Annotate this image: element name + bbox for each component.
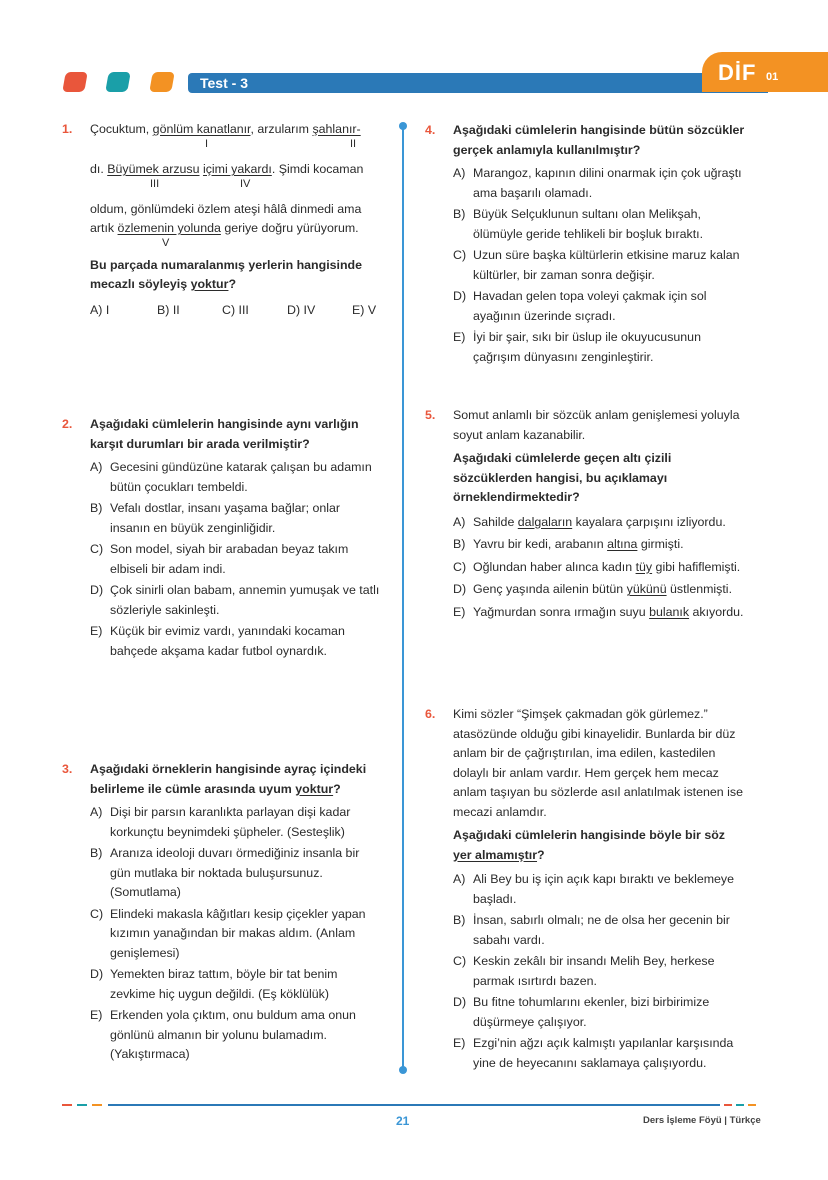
option-c[interactable]: C) Elindeki makasla kâğıtları kesip çiçekler yapan kızımın yanağından bir makas aldım. (Anlam genişlemesi): [90, 906, 366, 960]
q1-mark-2: II: [350, 138, 357, 150]
option-a[interactable]: A) Dişi bir parsın karanlıkta parlayan dişi kadar korkunçtu beynimdeki şüpheler. (Sesteşlik): [90, 805, 351, 839]
option-b[interactable]: B) Vefalı dostlar, insanı yaşama bağlar; onlar insanın en büyük zenginliğidir.: [90, 501, 341, 535]
option-d[interactable]: D) Yemekten biraz tattım, böyle bir tat benim zevkime hiç uygun değildi. (Eş köklülük): [90, 967, 338, 1001]
option-c[interactable]: C) III: [222, 303, 249, 317]
q1-line-1: Çocuktum, gönlüm kanatlanır, arzularım şahlanır-: [90, 122, 361, 136]
divider-bottom-dot: [399, 1066, 407, 1074]
q1-mark-4: IV: [240, 178, 251, 190]
q1-part-3: Büyümek arzusu: [107, 162, 200, 176]
option-a[interactable]: A) Sahilde dalgaların kayalara çarpışını izliyordu.: [453, 514, 726, 529]
q1-part-5: özlemenin yolunda: [117, 221, 221, 235]
footer-dash-orange-right: [748, 1104, 756, 1106]
teal-tab-marker: [105, 72, 131, 92]
option-e[interactable]: E) İyi bir şair, sıkı bir üslup ile okuyucusunun çağrışım dünyasını zenginleştirir.: [453, 330, 701, 364]
option-e[interactable]: E) Küçük bir evimiz vardı, yanındaki kocaman bahçede akşama kadar futbol oynardık.: [90, 624, 345, 658]
q1-part-1: gönlüm kanatlanır: [152, 122, 251, 136]
test-header-bar: [188, 73, 768, 93]
q1-mark-5: V: [162, 237, 170, 249]
q1-mark-1: I: [205, 138, 209, 150]
column-divider: [402, 126, 404, 1070]
q6-block: [453, 705, 747, 1073]
q1-line-4: artık özlemenin yolunda geriye doğru yürüyorum.: [90, 221, 359, 235]
footer-dash-teal: [77, 1104, 87, 1106]
question-number: 4.: [425, 123, 436, 137]
q1-line-3: oldum, gönlümdeki özlem ateşi hâlâ dinmedi ama: [90, 202, 362, 216]
page-number: 21: [396, 1114, 410, 1128]
q6-stem: Aşağıdaki cümlelerin hangisinde böyle bir söz yer almamıştır?: [453, 828, 725, 862]
brand-number: 01: [766, 71, 779, 83]
q1-part-4: içimi yakardı: [202, 162, 272, 176]
question-number: 2.: [62, 417, 73, 431]
footer-dash-red: [62, 1104, 72, 1106]
option-d[interactable]: D) Çok sinirli olan babam, annemin yumuşak ve tatlı sözleriyle sakinleşti.: [90, 583, 380, 617]
option-e[interactable]: E) V: [352, 303, 377, 317]
q2-stem: Aşağıdaki cümlelerin hangisinde aynı varlığın karşıt durumları bir arada verilmiştir?: [90, 417, 359, 451]
orange-tab-marker: [149, 72, 175, 92]
q5-stem: Aşağıdaki cümlelerde geçen altı çizili sözcüklerden hangisi, bu açıklamayı örneklendirmektedir?: [453, 451, 672, 504]
option-e[interactable]: E) Erkenden yola çıktım, onu buldum ama onun gönlünü almanın bir yolunu bulamadım. (Yakıştırmaca): [90, 1008, 356, 1061]
q1-stem-2: mecazlı söyleyiş yoktur?: [90, 277, 237, 291]
question-number: 5.: [425, 408, 436, 422]
question-number: 6.: [425, 707, 436, 721]
option-a[interactable]: A) I: [90, 303, 110, 317]
brand-logo: DİF: [718, 60, 757, 85]
q2-block: [90, 415, 382, 661]
footer-dash-teal-right: [736, 1104, 744, 1106]
q4-stem: Aşağıdaki cümlelerin hangisinde bütün sözcükler gerçek anlamıyla kullanılmıştır?: [453, 123, 745, 157]
q1-line-2: dı. Büyümek arzusu içimi yakardı. Şimdi kocaman: [90, 162, 364, 176]
q4-block: [453, 121, 747, 367]
footer-dash-red-right: [724, 1104, 732, 1106]
q6-intro: Kimi sözler “Şimşek çakmadan gök gürlemez.” atasözünde olduğu gibi kinayelidir. Bunlarda bir düz anlam bir de çağrıştırılan, ima edilen, kastedilen dolaylı bir anlam vardır. Hem gerçek hem mecaz anlam taşıyan bu sözlerde asıl anlatılmak istenen ise mecazi anlamdır.: [453, 707, 743, 819]
q5-block: [453, 406, 747, 622]
question-number: 3.: [62, 762, 73, 776]
option-c[interactable]: C) Son model, siyah bir arabadan beyaz takım elbiseli bir adam indi.: [90, 542, 349, 576]
option-c[interactable]: C) Oğlundan haber alınca kadın tüy gibi hafiflemişti.: [453, 559, 741, 574]
option-b[interactable]: B) Aranıza ideoloji duvarı örmediğiniz insanla bir gün mutlaka bir noktada buluşursunuz. (Somutlama): [90, 846, 360, 899]
red-tab-marker: [62, 72, 88, 92]
option-c[interactable]: C) Keskin zekâlı bir insandı Melih Bey, herkese parmak ısırtırdı bazen.: [453, 954, 715, 988]
footer-rule: [108, 1104, 720, 1106]
option-d[interactable]: D) Genç yaşında ailenin bütün yükünü üstlenmişti.: [453, 582, 733, 596]
q5-intro: Somut anlamlı bir sözcük anlam genişlemesi yoluyla soyut anlam kazanabilir.: [453, 408, 740, 442]
footer-dash-orange: [92, 1104, 102, 1106]
divider-top-dot: [399, 122, 407, 130]
option-b[interactable]: B) II: [157, 303, 180, 317]
option-d[interactable]: D) Bu fitne tohumlarını ekenler, bizi birbirimize düşürmeye çalışıyor.: [453, 995, 710, 1029]
test-title: Test - 3: [200, 75, 248, 91]
option-e[interactable]: E) Ezgi’nin ağzı açık kalmıştı yapılanlar karşısında yine de heyecanını saklamaya çalışıyordu.: [453, 1036, 734, 1070]
q3-block: [90, 760, 382, 1065]
option-a[interactable]: A) Marangoz, kapının dilini onarmak için çok uğraştı ama başarılı olamadı.: [453, 166, 742, 200]
q1-part-2: şahlanır-: [312, 122, 361, 136]
footer-series-label: Ders İşleme Föyü | Türkçe: [643, 1115, 761, 1126]
q1-stem-1: Bu parçada numaralanmış yerlerin hangisinde: [90, 258, 362, 272]
option-b[interactable]: B) Büyük Selçuklunun sultanı olan Melikşah, ölümüyle geride tehlikeli bir boşluk bıraktı.: [453, 207, 704, 241]
question-number: 1.: [62, 122, 73, 136]
option-c[interactable]: C) Uzun süre başka kültürlerin etkisine maruz kalan kültürler, bir zaman sonra değişir.: [453, 248, 740, 282]
q1-mark-3: III: [150, 178, 160, 190]
option-d[interactable]: D) IV: [287, 303, 316, 317]
option-b[interactable]: B) İnsan, sabırlı olmalı; ne de olsa her gecenin bir sabahı vardı.: [453, 913, 730, 947]
option-b[interactable]: B) Yavru bir kedi, arabanın altına girmişti.: [453, 537, 684, 551]
option-e[interactable]: E) Yağmurdan sonra ırmağın suyu bulanık akıyordu.: [453, 604, 744, 619]
option-d[interactable]: D) Havadan gelen topa voleyi çakmak için sol ayağının üzerinde sıçradı.: [453, 289, 707, 323]
option-a[interactable]: A) Gecesini gündüzüne katarak çalışan bu adamın bütün çocukları tembeldi.: [90, 460, 372, 494]
q3-stem: Aşağıdaki örneklerin hangisinde ayraç içindeki belirleme ile cümle arasında uyum yoktur?: [90, 762, 367, 796]
option-a[interactable]: A) Ali Bey bu iş için açık kapı bıraktı ve beklemeye başladı.: [453, 872, 735, 906]
